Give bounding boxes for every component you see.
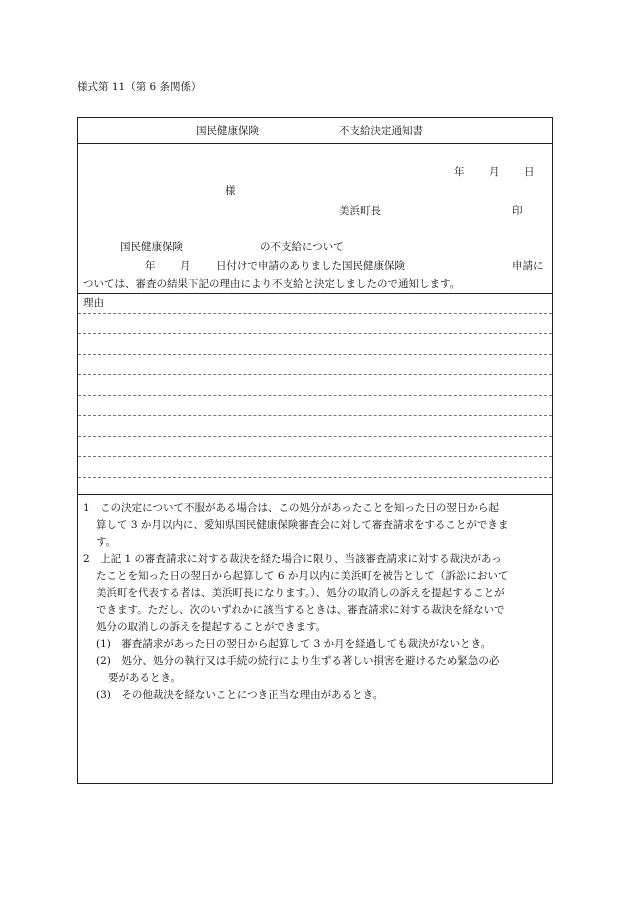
body-line1-end: 申請に [512,260,544,272]
subject-prefix: 国民健康保険 [120,241,183,253]
note-1-line: す。 [96,536,117,548]
recipient-honorific: 様 [225,185,236,197]
form-number-label: 様式第 11（第 6 条関係） [77,81,202,93]
reason-line [78,374,552,375]
note-1-line: 算して 3 か月以内に、愛知県国民健康保険審査会に対して審査請求をすることができま [96,519,509,531]
note-2-item-3: (3) その他裁決を経ないことにつき正当な理由があるとき。 [96,689,384,701]
reason-divider [77,494,553,495]
date-month: 月 [489,166,500,178]
body-year: 年 [145,260,156,272]
date-year: 年 [454,166,465,178]
reason-line [78,415,552,416]
note-2-line: 処分の取消しの訴えを提起することができます。 [96,621,327,633]
note-1-line: 1 この決定について不服がある場合は、この処分があったことを知った日の翌日から起 [83,502,499,514]
seal-mark: 印 [512,205,523,217]
title-insurance: 国民健康保険 [196,125,259,137]
title-notice: 不支給決定通知書 [339,125,423,137]
body-line2: ついては、審査の結果下記の理由により不支給と決定しましたので通知します。 [83,278,461,290]
note-2-line: たことを知った日の翌日から起算して 6 か月以内に美浜町を被告として（訴訟において [96,570,509,582]
reason-line [78,477,552,478]
note-2-line: 2 上記 1 の審査請求に対する裁決を経た場合に限り、当該審査請求に対する裁決があっ [83,553,502,565]
note-2-line: できます。ただし、次のいずれかに該当するときは、審査請求に対する裁決を経ないで [96,604,505,616]
reason-line [78,333,552,334]
reason-line [78,436,552,437]
appeal-notes [83,500,549,704]
reason-label: 理由 [83,297,104,309]
body-divider [77,293,553,294]
header-divider [77,143,553,144]
subject-suffix: の不支給について [260,241,344,253]
body-line1-text: 日付けで申請のありました国民健康保険 [216,260,405,272]
reason-line [78,456,552,457]
note-2-line: 美浜町を代表する者は、美浜町長になります。）、処分の取消しの訴えを提起することが [96,587,505,599]
issuer-name: 美浜町長 [339,205,381,217]
body-month: 月 [180,260,191,272]
note-2-item-1: (1) 審査請求があった日の翌日から起算して 3 か月を経過しても裁決がないとき。 [96,638,492,650]
date-day: 日 [524,166,535,178]
reason-line [78,354,552,355]
reason-line [78,313,552,314]
note-2-item-2: 要があるとき。 [108,672,182,684]
reason-line [78,395,552,396]
note-2-item-2: (2) 処分、処分の執行又は手続の続行により生ずる著しい損害を避けるため緊急の必 [96,655,500,667]
